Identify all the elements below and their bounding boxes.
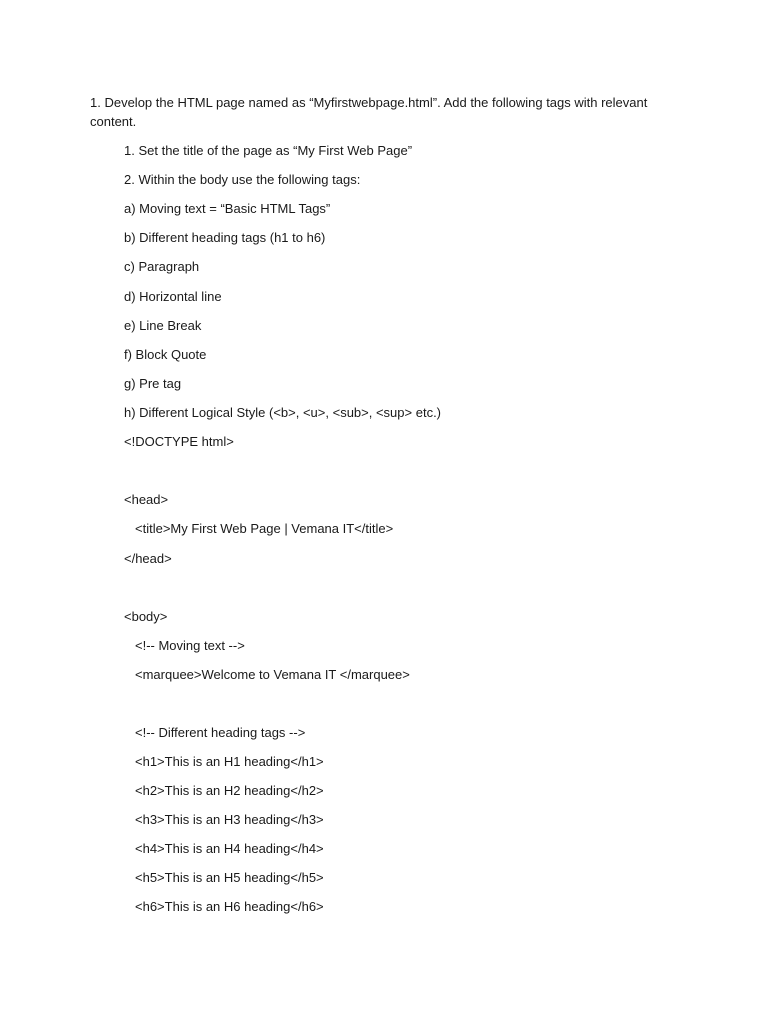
tag-item-horizontal-line: d) Horizontal line: [124, 289, 222, 304]
code-line-comment-moving: <!-- Moving text -->: [135, 638, 245, 653]
code-line-head-open: <head>: [124, 492, 169, 507]
tag-item-pre: g) Pre tag: [124, 376, 182, 391]
step-body-tags: 2. Within the body use the following tags:: [124, 172, 361, 187]
tag-item-headings: b) Different heading tags (h1 to h6): [124, 230, 326, 245]
code-line-comment-headings: <!-- Different heading tags -->: [135, 725, 306, 740]
code-line-h2: <h2>This is an H2 heading</h2>: [135, 783, 324, 798]
tag-item-paragraph: c) Paragraph: [124, 259, 200, 274]
tag-item-line-break: e) Line Break: [124, 318, 202, 333]
code-line-h1: <h1>This is an H1 heading</h1>: [135, 754, 324, 769]
code-line-h3: <h3>This is an H3 heading</h3>: [135, 812, 324, 827]
code-line-body-open: <body>: [124, 609, 168, 624]
code-line-doctype: <!DOCTYPE html>: [124, 434, 234, 449]
code-line-title: <title>My First Web Page | Vemana IT</title>: [135, 521, 394, 536]
code-line-h5: <h5>This is an H5 heading</h5>: [135, 870, 324, 885]
code-line-h4: <h4>This is an H4 heading</h4>: [135, 841, 324, 856]
task-intro: 1. Develop the HTML page named as “Myfirstwebpage.html”. Add the following tags with relevant content.: [90, 95, 648, 129]
code-line-h6: <h6>This is an H6 heading</h6>: [135, 899, 324, 914]
code-line-head-close: </head>: [124, 551, 172, 566]
step-title: 1. Set the title of the page as “My First Web Page”: [124, 143, 413, 158]
tag-item-logical-style: h) Different Logical Style (<b>, <u>, <sub>, <sup> etc.): [124, 405, 442, 420]
tag-item-block-quote: f) Block Quote: [124, 347, 207, 362]
code-line-marquee: <marquee>Welcome to Vemana IT </marquee>: [135, 667, 410, 682]
tag-item-moving-text: a) Moving text = “Basic HTML Tags”: [124, 201, 331, 216]
